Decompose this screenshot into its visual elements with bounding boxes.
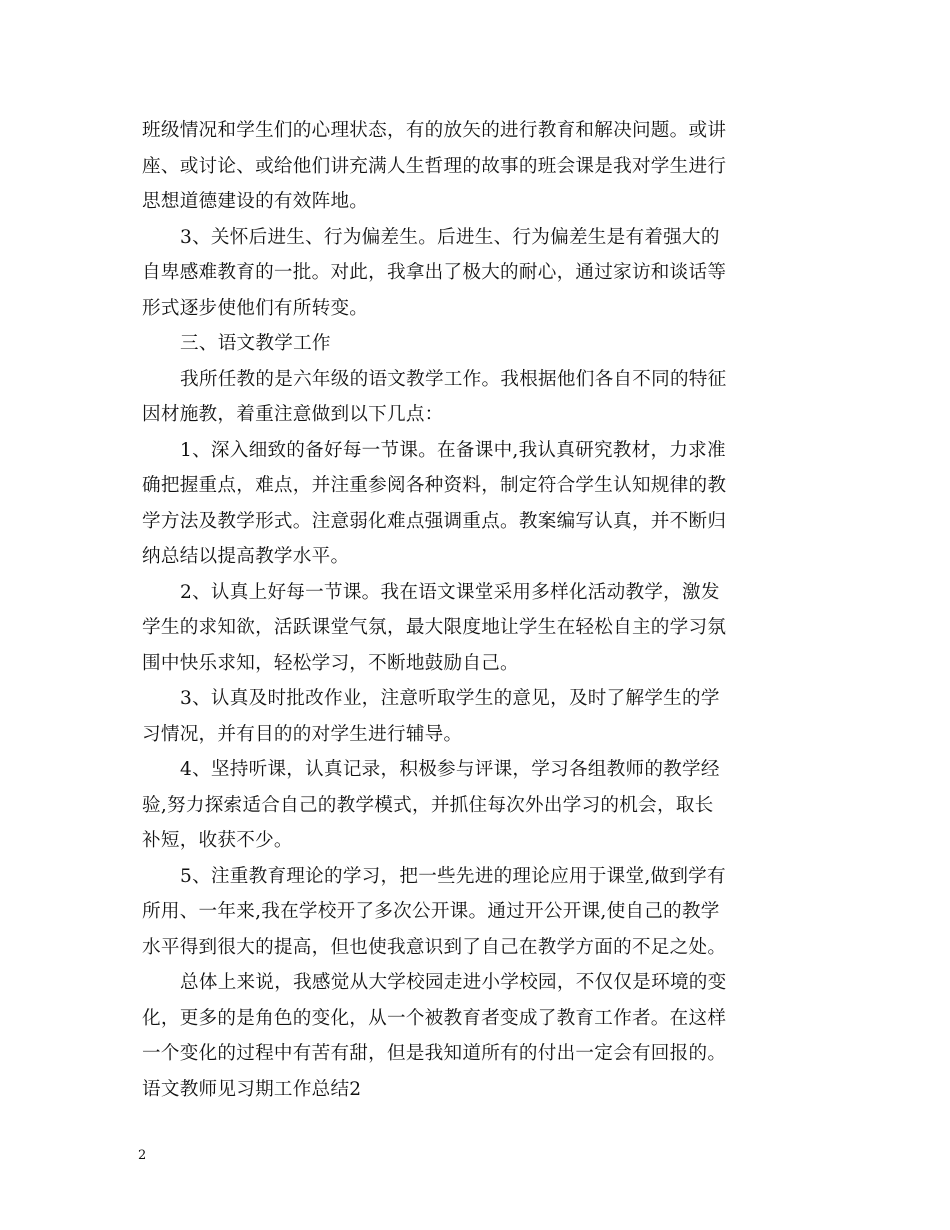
text-line: 学生的求知欲，活跃课堂气氛，最大限度地让学生在轻松自主的学习氛: [142, 617, 727, 638]
text-line: 自卑感难教育的一批。对此，我拿出了极大的耐心，通过家访和谈话等: [142, 262, 727, 283]
text-line: 化，更多的是角色的变化，从一个被教育者变成了教育工作者。在这样: [142, 1007, 727, 1029]
text-line: 我所任教的是六年级的语文教学工作。我根据他们各自不同的特征: [180, 368, 727, 390]
text-line: 习情况，并有目的的对学生进行辅导。: [142, 723, 463, 745]
page-number: 2: [138, 1148, 147, 1163]
text-line: 语文教师见习期工作总结2: [142, 1078, 362, 1100]
text-line: 水平得到很大的提高，但也使我意识到了自己在教学方面的不足之处。: [142, 936, 727, 958]
text-line: 座、或讨论、或给他们讲充满人生哲理的故事的班会课是我对学生进行: [142, 155, 727, 177]
text-line: 3、认真及时批改作业，注意听取学生的意见，及时了解学生的学: [180, 688, 720, 709]
text-line: 班级情况和学生们的心理状态，有的放矢的进行教育和解决问题。或讲: [142, 120, 727, 141]
text-line: 因材施教，着重注意做到以下几点：: [142, 404, 444, 425]
text-line: 三、语文教学工作: [180, 333, 331, 354]
text-line: 5、注重教育理论的学习，把一些先进的理论应用于课堂,做到学有: [180, 865, 726, 887]
document-body: [142, 113, 814, 1107]
text-line: 纳总结以提高教学水平。: [142, 546, 350, 567]
text-line: 4、坚持听课，认真记录，积极参与评课，学习各组教师的教学经: [180, 759, 720, 780]
text-line: 形式逐步使他们有所转变。: [142, 297, 369, 319]
text-line: 学方法及教学形式。注意弱化难点强调重点。教案编写认真，并不断归: [142, 510, 727, 532]
text-line: 思想道德建设的有效阵地。: [142, 191, 369, 212]
text-line: 总体上来说，我感觉从大学校园走进小学校园，不仅仅是环境的变: [180, 972, 727, 993]
text-line: 确把握重点，难点，并注重参阅各种资料，制定符合学生认知规律的教: [142, 475, 727, 496]
text-line: 2、认真上好每一节课。我在语文课堂采用多样化活动教学，激发: [180, 581, 720, 603]
text-line: 3、关怀后进生、行为偏差生。后进生、行为偏差生是有着强大的: [180, 226, 720, 248]
text-line: 所用、一年来,我在学校开了多次公开课。通过开公开课,使自己的教学: [142, 901, 720, 922]
text-line: 验,努力探索适合自己的教学模式，并抓住每次外出学习的机会，取长: [142, 794, 714, 816]
text-line: 围中快乐求知，轻松学习，不断地鼓励自己。: [142, 652, 519, 674]
text-line: 一个变化的过程中有苦有甜，但是我知道所有的付出一定会有回报的。: [142, 1043, 727, 1064]
text-line: 1、深入细致的备好每一节课。在备课中,我认真研究教材，力求准: [180, 439, 726, 461]
text-line: 补短，收获不少。: [142, 830, 293, 851]
